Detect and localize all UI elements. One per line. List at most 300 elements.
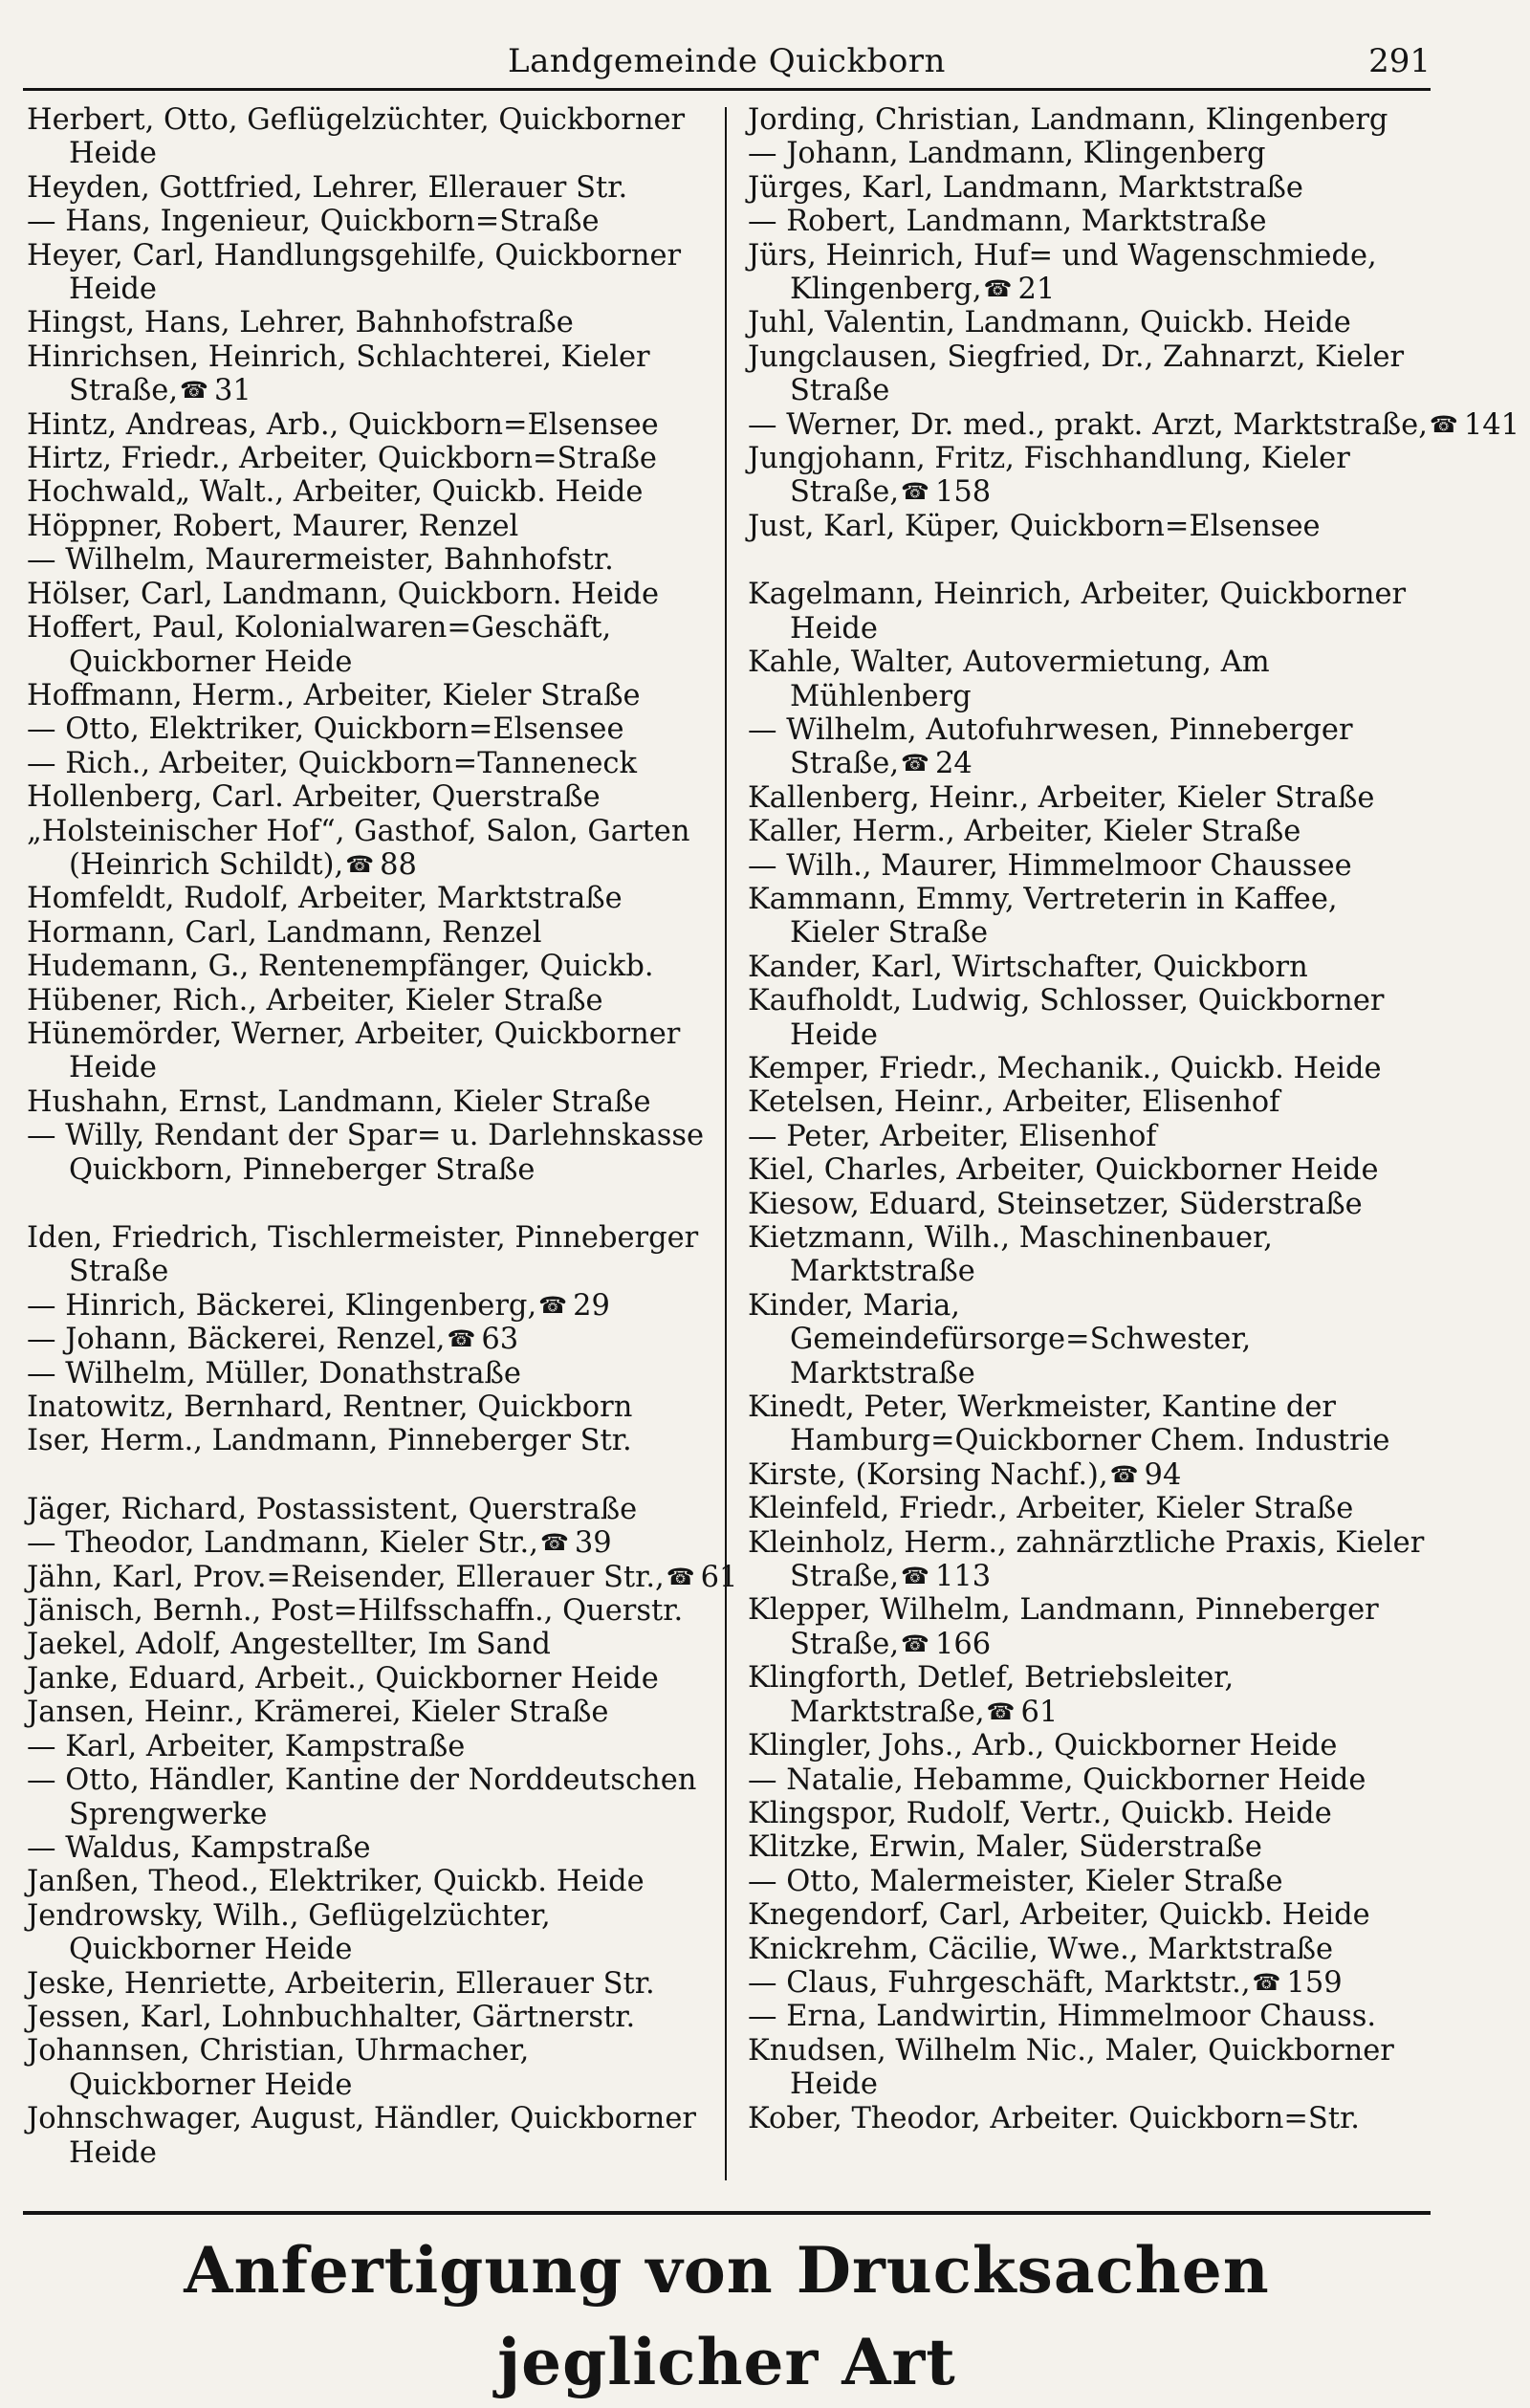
entry-line	[748, 1593, 1436, 1627]
entry-line	[27, 1594, 715, 1628]
entry-text: Heide	[69, 2135, 157, 2170]
entry-line	[27, 611, 715, 645]
entry-line	[748, 1153, 1436, 1187]
entry-text: Jürges, Karl, Landmann, Marktstraße	[748, 170, 1303, 205]
section-gap	[27, 1458, 715, 1493]
entry-line	[27, 1493, 715, 1526]
entry-line	[27, 1119, 715, 1152]
directory-entry	[27, 543, 715, 577]
entry-text: — Robert, Landmann, Marktstraße	[748, 205, 1267, 239]
entry-line	[748, 510, 1436, 543]
directory-entry	[748, 2034, 1436, 2102]
entry-text: Kietzmann, Wilh., Maschinenbauer,	[748, 1221, 1273, 1255]
entry-line	[27, 747, 715, 780]
entry-text: Kammann, Emmy, Vertreterin in Kaffee,	[748, 882, 1338, 916]
directory-entry	[748, 1188, 1436, 1221]
entry-continuation	[27, 2136, 715, 2170]
entry-text: Hoffmann, Herm., Arbeiter, Kieler Straße	[27, 678, 641, 712]
entry-line	[27, 712, 715, 746]
phone-number: 39	[574, 1526, 612, 1561]
entry-continuation	[748, 680, 1436, 713]
entry-text: — Johann, Landmann, Klingenberg	[748, 137, 1266, 171]
directory-entry	[27, 1763, 715, 1831]
entry-line	[748, 713, 1436, 747]
entry-line	[748, 407, 1520, 442]
directory-entry	[27, 712, 715, 746]
page-title: Landgemeinde Quickborn	[508, 42, 946, 80]
entry-text: Knegendorf, Carl, Arbeiter, Quickb. Heide	[748, 1898, 1370, 1933]
entry-line	[748, 103, 1436, 137]
entry-continuation	[27, 1153, 715, 1187]
entry-line	[748, 1120, 1436, 1153]
directory-entry	[748, 239, 1436, 307]
entry-text: Ketelsen, Heinr., Arbeiter, Elisenhof	[748, 1085, 1280, 1120]
entry-text: Sprengwerke	[69, 1797, 268, 1831]
entry-line	[27, 1289, 715, 1323]
entry-text: Quickborner Heide	[69, 1933, 353, 1967]
directory-entry	[748, 1120, 1436, 1153]
entry-line	[27, 442, 715, 475]
entry-line	[748, 442, 1436, 475]
entry-text: Klingler, Johs., Arb., Quickborner Heide	[748, 1729, 1338, 1763]
directory-entry	[27, 1390, 715, 1424]
entry-line	[27, 1085, 715, 1119]
entry-text: — Erna, Landwirtin, Himmelmoor Chauss.	[748, 2000, 1377, 2034]
directory-entry	[748, 815, 1436, 848]
entry-line	[27, 2034, 715, 2068]
entry-continuation	[27, 137, 715, 170]
entry-text: — Otto, Händler, Kantine der Norddeutschen	[27, 1763, 697, 1798]
entry-text: Iden, Friedrich, Tischlermeister, Pinneberger	[27, 1221, 699, 1255]
entry-text: Straße	[69, 1255, 169, 1289]
directory-entry	[748, 2102, 1436, 2135]
entry-text: — Theodor, Landmann, Kieler Str.,	[27, 1526, 538, 1561]
directory-entry	[748, 1898, 1436, 1932]
directory-entry	[27, 1831, 715, 1865]
directory-entry	[748, 1593, 1436, 1661]
entry-text: Mühlenberg	[790, 679, 972, 713]
directory-entry	[748, 1933, 1436, 1966]
entry-line	[27, 1967, 715, 2001]
entry-text: Hoffert, Paul, Kolonialwaren=Geschäft,	[27, 611, 612, 646]
telephone-icon: ☎	[1252, 1968, 1281, 1996]
entry-text: — Wilh., Maurer, Himmelmoor Chaussee	[748, 848, 1352, 883]
entry-text: Hübener, Rich., Arbeiter, Kieler Straße	[27, 983, 603, 1018]
entry-text: — Otto, Elektriker, Quickborn=Elsensee	[27, 712, 624, 747]
directory-entry	[748, 951, 1436, 984]
directory-entry	[748, 510, 1436, 543]
directory-entry	[748, 407, 1520, 442]
entry-line	[748, 340, 1436, 374]
entry-text: Kaufholdt, Ludwig, Schlosser, Quickborner	[748, 984, 1385, 1018]
entry-line	[748, 883, 1436, 916]
entry-line	[27, 984, 715, 1018]
entry-line	[748, 1966, 1436, 2000]
entry-line	[748, 646, 1436, 679]
directory-entry	[748, 1526, 1436, 1594]
phone-number: 29	[573, 1288, 610, 1323]
directory-entry	[27, 950, 715, 983]
phone-number: 21	[1017, 273, 1056, 307]
entry-text: Kallenberg, Heinr., Arbeiter, Kieler Straße	[748, 780, 1375, 815]
telephone-icon: ☎	[901, 1630, 929, 1657]
telephone-icon: ☎	[180, 377, 208, 405]
entry-line	[748, 2034, 1436, 2068]
advertisement-banner: Anfertigung von Drucksachen jeglicher Art	[184, 2233, 1270, 2399]
entry-continuation	[748, 475, 1436, 509]
right-column	[748, 103, 1520, 2135]
entry-line	[748, 1865, 1436, 1898]
entry-text: Hingst, Hans, Lehrer, Bahnhofstraße	[27, 306, 574, 340]
phone-number: 94	[1144, 1457, 1182, 1492]
entry-line	[748, 1830, 1436, 1864]
directory-entry	[27, 103, 715, 171]
entry-line	[27, 306, 715, 339]
directory-entry	[748, 883, 1436, 951]
directory-entry	[748, 849, 1436, 883]
directory-entry	[748, 340, 1436, 408]
entry-text: Kander, Karl, Wirtschafter, Quickborn	[748, 950, 1308, 984]
entry-text: Heide	[790, 2068, 878, 2102]
entry-continuation	[748, 1628, 1436, 1661]
entry-text: Heyden, Gottfried, Lehrer, Ellerauer Str.	[27, 170, 628, 205]
directory-entry	[748, 205, 1436, 238]
directory-entry	[27, 2034, 715, 2102]
entry-line	[27, 1628, 715, 1661]
entry-continuation	[748, 1323, 1436, 1356]
entry-text: — Rich., Arbeiter, Quickborn=Tanneneck	[27, 746, 637, 780]
entry-line	[748, 1526, 1436, 1560]
directory-entry	[748, 2000, 1436, 2033]
entry-text: Jessen, Karl, Lohnbuchhalter, Gärtnerstr.	[27, 2000, 636, 2034]
entry-line	[748, 1492, 1436, 1525]
directory-entry	[27, 408, 715, 442]
directory-entry	[27, 1662, 715, 1696]
entry-continuation	[748, 374, 1436, 407]
entry-text: Juhl, Valentin, Landmann, Quickb. Heide	[748, 306, 1351, 340]
directory-entry	[748, 1763, 1436, 1797]
directory-entry	[27, 475, 715, 509]
directory-entry	[27, 1424, 715, 1457]
directory-entry	[27, 1085, 715, 1119]
entry-line	[27, 205, 715, 238]
entry-text: Jungjohann, Fritz, Fischhandlung, Kieler	[748, 442, 1350, 476]
telephone-icon: ☎	[901, 750, 929, 777]
entry-continuation	[27, 1255, 715, 1288]
entry-line	[748, 2000, 1436, 2033]
entry-text: — Otto, Malermeister, Kieler Straße	[748, 1864, 1283, 1898]
entry-continuation	[27, 2069, 715, 2102]
entry-text: Hormann, Carl, Landmann, Renzel	[27, 915, 542, 950]
directory-entry	[27, 171, 715, 205]
directory-entry	[27, 2102, 715, 2170]
entry-text: Jäger, Richard, Postassistent, Querstraße	[27, 1492, 638, 1526]
entry-line	[27, 1323, 715, 1356]
entry-text: Kemper, Friedr., Mechanik., Quickb. Heide	[748, 1051, 1382, 1085]
entry-line	[27, 882, 715, 915]
entry-line	[748, 239, 1436, 273]
entry-text: Hünemörder, Werner, Arbeiter, Quickborner	[27, 1017, 681, 1051]
directory-entry	[27, 1357, 715, 1390]
directory-entry	[27, 1493, 715, 1526]
entry-text: Kahle, Walter, Autovermietung, Am	[748, 646, 1270, 680]
phone-number: 158	[934, 475, 992, 510]
directory-entry	[27, 1526, 715, 1560]
directory-entry	[748, 442, 1436, 510]
directory-entry	[27, 1594, 715, 1628]
entry-text: Knudsen, Wilhelm Nic., Maler, Quickborner	[748, 2033, 1394, 2068]
phone-number: 113	[934, 1560, 992, 1594]
directory-entry	[27, 611, 715, 679]
entry-line	[27, 1662, 715, 1696]
entry-text: Inatowitz, Bernhard, Rentner, Quickborn	[27, 1390, 633, 1425]
entry-text: (Heinrich Schildt),	[69, 847, 344, 882]
entry-text: Klitzke, Erwin, Maler, Süderstraße	[748, 1830, 1262, 1865]
directory-entry	[27, 306, 715, 339]
page-header	[23, 38, 1431, 88]
telephone-icon: ☎	[901, 478, 929, 506]
left-column	[27, 103, 738, 2170]
entry-line	[27, 1560, 738, 1594]
entry-line	[748, 1797, 1436, 1830]
entry-text: Janke, Eduard, Arbeit., Quickborner Heide	[27, 1661, 659, 1696]
entry-line	[748, 849, 1436, 883]
section-gap	[27, 1187, 715, 1221]
directory-entry	[748, 137, 1436, 170]
entry-text: — Johann, Bäckerei, Renzel,	[27, 1323, 446, 1357]
entry-text: Jording, Christian, Landmann, Klingenberg	[748, 103, 1388, 137]
entry-line	[27, 408, 715, 442]
entry-continuation	[27, 646, 715, 679]
entry-line	[748, 1085, 1436, 1119]
entry-text: Heide	[69, 137, 157, 171]
entry-text: Straße,	[69, 374, 179, 408]
directory-entry	[748, 306, 1436, 339]
entry-text: Jaekel, Adolf, Angestellter, Im Sand	[27, 1628, 551, 1662]
entry-text: Quickborner Heide	[69, 2068, 353, 2102]
entry-text: „Holsteinischer Hof“, Gasthof, Salon, Garten	[27, 814, 690, 848]
entry-text: Jansen, Heinr., Krämerei, Kieler Straße	[27, 1696, 609, 1730]
directory-entry	[748, 1865, 1436, 1898]
entry-text: Kieler Straße	[790, 916, 989, 951]
entry-text: Jähn, Karl, Prov.=Reisender, Ellerauer Str.,	[27, 1560, 665, 1594]
entry-text: Just, Karl, Küper, Quickborn=Elsensee	[748, 509, 1321, 543]
phone-number: 159	[1286, 1965, 1343, 2000]
telephone-icon: ☎	[1109, 1460, 1139, 1488]
entry-continuation	[748, 1424, 1436, 1457]
entry-text: Klingspor, Rudolf, Vertr., Quickb. Heide	[748, 1796, 1332, 1830]
entry-line	[748, 1933, 1436, 1966]
entry-line	[27, 1899, 715, 1933]
directory-entry	[748, 1458, 1436, 1492]
entry-text: Heide	[69, 1051, 157, 1085]
entry-line	[748, 1729, 1436, 1762]
entry-text: Homfeldt, Rudolf, Arbeiter, Marktstraße	[27, 882, 623, 916]
entry-continuation	[748, 1255, 1436, 1288]
telephone-icon: ☎	[539, 1529, 569, 1557]
entry-line	[27, 1696, 715, 1729]
directory-entry	[748, 1289, 1436, 1390]
directory-entry	[748, 1492, 1436, 1525]
entry-line	[27, 2001, 715, 2034]
directory-entry	[27, 1221, 715, 1289]
directory-entry	[748, 1153, 1436, 1187]
entry-text: Heide	[69, 273, 157, 307]
entry-text: Jänisch, Bernh., Post=Hilfsschaffn., Querstr.	[27, 1594, 684, 1629]
telephone-icon: ☎	[983, 275, 1013, 303]
entry-text: Klepper, Wilhelm, Landmann, Pinneberger	[748, 1593, 1379, 1628]
entry-line	[27, 1526, 715, 1560]
entry-text: — Willy, Rendant der Spar= u. Darlehnskasse	[27, 1119, 705, 1153]
entry-text: Kleinholz, Herm., zahnärztliche Praxis, Kieler	[748, 1525, 1425, 1560]
entry-text: — Hans, Ingenieur, Quickborn=Straße	[27, 205, 600, 239]
entry-text: Hushahn, Ernst, Landmann, Kieler Straße	[27, 1084, 651, 1119]
entry-line	[27, 171, 715, 205]
directory-entry	[27, 780, 715, 814]
entry-text: Jeske, Henriette, Arbeiterin, Ellerauer Str.	[27, 1966, 655, 2001]
directory-entry	[27, 1289, 715, 1323]
section-gap	[748, 543, 1436, 578]
entry-continuation	[27, 1051, 715, 1084]
entry-text: Straße,	[790, 475, 900, 510]
entry-text: — Hinrich, Bäckerei, Klingenberg,	[27, 1288, 537, 1323]
directory-entry	[748, 1729, 1436, 1762]
entry-line	[27, 578, 715, 611]
directory-entry	[27, 205, 715, 238]
entry-line	[27, 1018, 715, 1051]
entry-text: Kaller, Herm., Arbeiter, Kieler Straße	[748, 815, 1301, 849]
entry-continuation	[748, 1696, 1436, 1729]
entry-line	[748, 1898, 1436, 1932]
entry-text: Klingforth, Detlef, Betriebsleiter,	[748, 1661, 1235, 1696]
entry-text: Jürs, Heinrich, Huf= und Wagenschmiede,	[748, 238, 1377, 273]
directory-entry	[27, 984, 715, 1018]
entry-text: — Peter, Arbeiter, Elisenhof	[748, 1119, 1157, 1153]
entry-text: Herbert, Otto, Geflügelzüchter, Quickborner	[27, 103, 686, 137]
entry-continuation	[27, 273, 715, 306]
entry-text: Straße,	[790, 1560, 900, 1594]
entry-line	[27, 1357, 715, 1390]
directory-entry	[27, 442, 715, 475]
entry-line	[748, 815, 1436, 848]
entry-text: Kiesow, Eduard, Steinsetzer, Süderstraße	[748, 1187, 1363, 1221]
entry-line	[27, 543, 715, 577]
entry-text: Straße,	[790, 1627, 900, 1661]
entry-line	[748, 1188, 1436, 1221]
directory-entry	[748, 171, 1436, 205]
entry-line	[27, 340, 715, 374]
entry-text: Heide	[790, 611, 878, 646]
entry-text: Johannsen, Christian, Uhrmacher,	[27, 2034, 530, 2069]
phone-number: 88	[380, 847, 417, 882]
entry-text: Kinedt, Peter, Werkmeister, Kantine der	[748, 1390, 1336, 1425]
directory-entry	[748, 1797, 1436, 1830]
entry-continuation	[27, 1798, 715, 1831]
directory-entry	[748, 1221, 1436, 1289]
directory-entry	[27, 1018, 715, 1085]
entry-text: Quickborner Heide	[69, 645, 353, 679]
entry-continuation	[748, 612, 1436, 646]
directory-entry	[27, 1696, 715, 1729]
entry-text: Straße	[790, 374, 890, 408]
entry-text: Kinder, Maria,	[748, 1288, 961, 1323]
entry-text: Marktstraße	[790, 1356, 975, 1390]
telephone-icon: ☎	[986, 1697, 1016, 1725]
directory-entry	[748, 1390, 1436, 1458]
entry-text: Straße,	[790, 747, 900, 781]
directory-entry	[27, 882, 715, 915]
directory-entry	[748, 984, 1436, 1052]
entry-text: Iser, Herm., Landmann, Pinneberger Str.	[27, 1424, 632, 1458]
entry-continuation	[748, 1560, 1436, 1593]
phone-number: 141	[1463, 407, 1520, 442]
directory-entry	[27, 1967, 715, 2001]
entry-text: — Karl, Arbeiter, Kampstraße	[27, 1729, 466, 1763]
telephone-icon: ☎	[1429, 410, 1458, 438]
footer-rule	[23, 2211, 1431, 2215]
entry-text: Kirste, (Korsing Nachf.),	[748, 1457, 1108, 1492]
directory-entry	[748, 103, 1436, 137]
directory-entry	[27, 1730, 715, 1763]
entry-continuation	[27, 848, 715, 882]
telephone-icon: ☎	[345, 850, 375, 878]
entry-text: Hochwald„ Walt., Arbeiter, Quickb. Heide	[27, 475, 644, 510]
directory-entry	[748, 781, 1436, 815]
phone-number: 24	[934, 747, 973, 781]
entry-text: Johnschwager, August, Händler, Quickborner	[27, 2102, 696, 2136]
directory-entry	[748, 646, 1436, 713]
entry-line	[748, 171, 1436, 205]
entry-line	[27, 1831, 715, 1865]
entry-text: Hirtz, Friedr., Arbeiter, Quickborn=Straße	[27, 442, 657, 476]
phone-number: 63	[481, 1323, 519, 1357]
entry-line	[748, 1052, 1436, 1085]
directory-entry	[27, 1628, 715, 1661]
entry-line	[748, 781, 1436, 815]
entry-line	[748, 1763, 1436, 1797]
directory-entry	[748, 1661, 1436, 1729]
entry-text: Hölser, Carl, Landmann, Quickborn. Heide	[27, 577, 660, 611]
entry-line	[748, 2102, 1436, 2135]
directory-entry	[27, 239, 715, 307]
entry-line	[27, 2102, 715, 2135]
entry-text: Kiel, Charles, Arbeiter, Quickborner Heide	[748, 1153, 1379, 1188]
entry-text: Hintz, Andreas, Arb., Quickborn=Elsensee	[27, 407, 659, 442]
entry-text: Heyer, Carl, Handlungsgehilfe, Quickborner	[27, 238, 682, 273]
entry-text: Janßen, Theod., Elektriker, Quickb. Heide	[27, 1865, 645, 1899]
directory-entry	[27, 1119, 715, 1187]
telephone-icon: ☎	[447, 1325, 476, 1353]
entry-line	[27, 239, 715, 273]
directory-entry	[27, 1899, 715, 1967]
entry-text: Marktstraße,	[790, 1695, 985, 1729]
entry-text: Kleinfeld, Friedr., Arbeiter, Kieler Straße	[748, 1492, 1354, 1526]
entry-continuation	[748, 273, 1436, 306]
directory-entry	[748, 578, 1436, 646]
entry-text: Knickrehm, Cäcilie, Wwe., Marktstraße	[748, 1932, 1334, 1966]
directory-entry	[27, 1560, 738, 1594]
entry-line	[27, 510, 715, 543]
directory-entry	[748, 1830, 1436, 1864]
entry-text: Marktstraße	[790, 1255, 975, 1289]
directory-entry	[27, 1865, 715, 1898]
directory-entry	[27, 747, 715, 780]
directory-entry	[748, 1052, 1436, 1085]
directory-entry	[748, 1085, 1436, 1119]
entry-line	[27, 679, 715, 712]
entry-text: — Werner, Dr. med., prakt. Arzt, Marktstraße,	[748, 407, 1428, 442]
entry-text: — Wilhelm, Maurermeister, Bahnhofstr.	[27, 543, 614, 578]
